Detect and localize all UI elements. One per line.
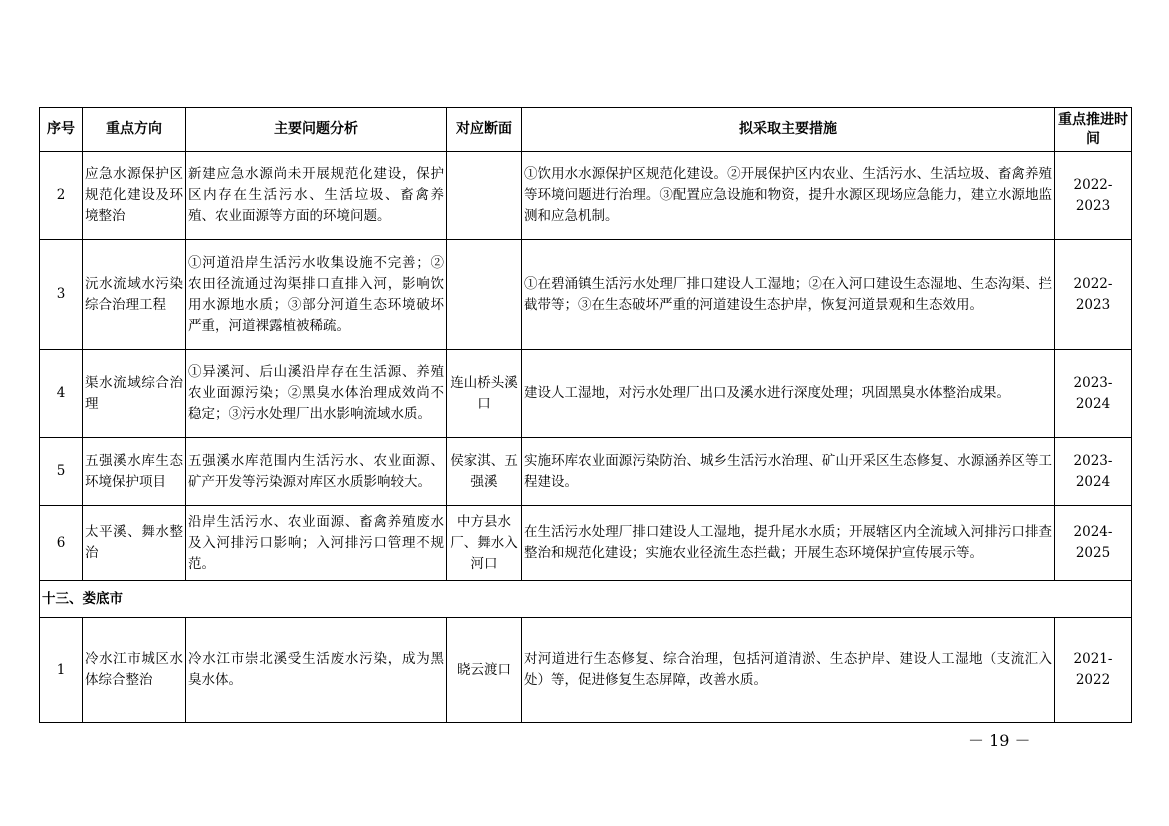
cell-direction: 渠水流域综合治理 <box>83 350 186 438</box>
header-time: 重点推进时间 <box>1055 108 1132 152</box>
section-row <box>40 581 1132 618</box>
cell-index: 3 <box>40 240 83 350</box>
cell-time: 2023-2024 <box>1055 350 1132 438</box>
cell-problem: 五强溪水库范围内生活污水、农业面源、矿产开发等污染源对库区水质影响较大。 <box>186 438 447 506</box>
table-row <box>40 618 1132 723</box>
cell-time: 2024-2025 <box>1055 506 1132 581</box>
table-row <box>40 506 1132 581</box>
cell-problem: ①河道沿岸生活污水收集设施不完善；②农田径流通过沟渠排口直排入河，影响饮用水源地水质；③部分河道生态环境破坏严重，河道裸露植被稀疏。 <box>186 240 447 350</box>
table-row <box>40 240 1132 350</box>
cell-index: 5 <box>40 438 83 506</box>
cell-direction: 五强溪水库生态环境保护项目 <box>83 438 186 506</box>
cell-time: 2023-2024 <box>1055 438 1132 506</box>
cell-section <box>447 240 522 350</box>
cell-direction: 太平溪、舞水整治 <box>83 506 186 581</box>
header-section: 对应断面 <box>447 108 522 152</box>
cell-direction: 沅水流域水污染综合治理工程 <box>83 240 186 350</box>
measures-table <box>39 107 1132 723</box>
cell-section: 连山桥头溪口 <box>447 350 522 438</box>
cell-measures: 对河道进行生态修复、综合治理，包括河道清淤、生态护岸、建设人工湿地（支流汇入处）等，促进修复生态屏障，改善水质。 <box>522 618 1055 723</box>
section-title: 十三、娄底市 <box>40 581 1132 618</box>
page-number: － 19 － <box>968 731 1031 750</box>
cell-direction: 冷水江市城区水体综合整治 <box>83 618 186 723</box>
cell-measures: 建设人工湿地，对污水处理厂出口及溪水进行深度处理；巩固黑臭水体整治成果。 <box>522 350 1055 438</box>
table-header-row <box>40 108 1132 152</box>
cell-problem: 新建应急水源尚未开展规范化建设，保护区内存在生活污水、生活垃圾、畜禽养殖、农业面源等方面的环境问题。 <box>186 152 447 240</box>
table-row <box>40 350 1132 438</box>
cell-measures: ①在碧涌镇生活污水处理厂排口建设人工湿地；②在入河口建设生态湿地、生态沟渠、拦截带等；③在生态破坏严重的河道建设生态护岸，恢复河道景观和生态效用。 <box>522 240 1055 350</box>
cell-index: 4 <box>40 350 83 438</box>
cell-measures: ①饮用水水源保护区规范化建设。②开展保护区内农业、生活污水、生活垃圾、畜禽养殖等环境问题进行治理。③配置应急设施和物资，提升水源区现场应急能力，建立水源地监测和应急机制。 <box>522 152 1055 240</box>
header-index: 序号 <box>40 108 83 152</box>
cell-measures: 实施环库农业面源污染防治、城乡生活污水治理、矿山开采区生态修复、水源涵养区等工程建设。 <box>522 438 1055 506</box>
cell-measures: 在生活污水处理厂排口建设人工湿地，提升尾水水质；开展辖区内全流域入河排污口排查整治和规范化建设；实施农业径流生态拦截；开展生态环境保护宣传展示等。 <box>522 506 1055 581</box>
table-row <box>40 152 1132 240</box>
cell-time: 2021-2022 <box>1055 618 1132 723</box>
cell-index: 1 <box>40 618 83 723</box>
header-direction: 重点方向 <box>83 108 186 152</box>
cell-index: 6 <box>40 506 83 581</box>
cell-problem: 沿岸生活污水、农业面源、畜禽养殖废水及入河排污口影响；入河排污口管理不规范。 <box>186 506 447 581</box>
cell-time: 2022-2023 <box>1055 240 1132 350</box>
header-measures: 拟采取主要措施 <box>522 108 1055 152</box>
cell-index: 2 <box>40 152 83 240</box>
cell-section <box>447 152 522 240</box>
cell-section: 中方县水厂、舞水入河口 <box>447 506 522 581</box>
header-problem: 主要问题分析 <box>186 108 447 152</box>
cell-direction: 应急水源保护区规范化建设及环境整治 <box>83 152 186 240</box>
cell-problem: 冷水江市崇北溪受生活废水污染，成为黑臭水体。 <box>186 618 447 723</box>
cell-time: 2022-2023 <box>1055 152 1132 240</box>
cell-problem: ①异溪河、后山溪沿岸存在生活源、养殖农业面源污染；②黑臭水体治理成效尚不稳定；③污水处理厂出水影响流域水质。 <box>186 350 447 438</box>
table-row <box>40 438 1132 506</box>
cell-section: 晓云渡口 <box>447 618 522 723</box>
cell-section: 侯家淇、五强溪 <box>447 438 522 506</box>
